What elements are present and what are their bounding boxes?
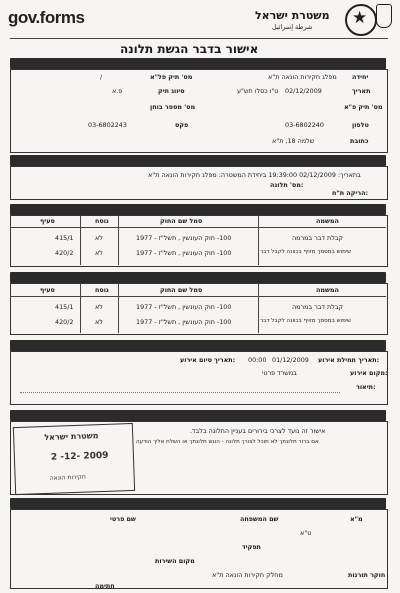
address-value: שלמה 18, ת"א xyxy=(272,137,315,145)
signer-rank-value: ט"א xyxy=(300,529,312,537)
signature-label: חתימה xyxy=(95,582,115,590)
stamp-line-1: משטרת ישראל xyxy=(44,431,99,443)
table-row: לא xyxy=(95,234,103,242)
org-name: משטרת ישראל xyxy=(255,9,330,22)
table-row: 415/1 xyxy=(55,303,74,311)
signer-section xyxy=(10,509,388,589)
event-end-label: תאריך סיום אירוע: xyxy=(180,356,236,364)
notice-line-1: אישור זה נועד לצרכי בירורים בעניין התלונה בלבד. xyxy=(190,427,326,435)
hebrew-date-value: ט"ו כסלו תש"ע xyxy=(237,87,279,95)
state-emblem-icon xyxy=(376,4,392,28)
event-start-time: 00:00 xyxy=(248,356,267,364)
table-row: קבלת דבר במרמה xyxy=(292,303,344,311)
table1-header-law: סמל שם החוק xyxy=(160,217,203,225)
stamp-line-2: 2 -12- 2009 xyxy=(50,450,109,463)
event-section-bar xyxy=(10,340,386,351)
table-row: 415/1 xyxy=(55,234,74,242)
receipt-text: בתאריך: 02/12/2009 19:39:00 ביחידת המשטרה: מפלג חקירות הונאה ת"א xyxy=(148,171,361,179)
receipt-extra-label: הריקה ת"ח: xyxy=(332,189,369,197)
signer-role-value: חוקר תורנות xyxy=(348,571,386,579)
signer-role-label: תפקיד xyxy=(242,543,261,551)
org-name-arabic: شرطة إسرائيل xyxy=(272,23,313,31)
event-place-value: במשרד פרטי xyxy=(262,369,297,377)
signer-section-bar xyxy=(10,498,386,509)
event-desc-label: תיאור: xyxy=(356,383,376,391)
table2-header-section: סעיף xyxy=(40,286,55,294)
table-row: 100- חוק העונשין , תשל"ז - 1977 xyxy=(136,318,232,326)
table-row: קבלת דבר במרמה xyxy=(292,234,344,242)
pa-num-label: מס' תיק פ"א xyxy=(344,103,383,111)
signer-first-label: שם פרטי xyxy=(110,515,136,523)
date-label: תאריך xyxy=(352,87,371,95)
police-stamp xyxy=(13,423,135,495)
phone-label: טלפון xyxy=(352,121,369,129)
table-row: לא xyxy=(95,249,103,257)
table-row: שימוש במסמך מזויף בכוונה לקבל דבר xyxy=(260,249,352,255)
table-row: 100- חוק העונשין , תשל"ז - 1977 xyxy=(136,249,232,257)
unit-label: יחידה xyxy=(352,73,369,81)
table-row: לא xyxy=(95,303,103,311)
case-type-label: סיווג תיק xyxy=(158,87,185,95)
phone-value: 03-6802240 xyxy=(285,121,324,129)
notice-section-bar xyxy=(10,410,386,421)
notice-line-2: אם ברור תלונתך לא תוכל לצורך תלונה - הוגש תלונתך או השלח אליך הודעה xyxy=(136,439,319,445)
fax-label: פקס xyxy=(175,121,189,129)
table-row: שימוש במסמך מזויף בכוונה לקבל דבר xyxy=(260,318,352,324)
table2-header-bar xyxy=(10,272,386,283)
signer-unit-label: מקום השירות xyxy=(155,557,195,565)
event-start-date: 01/12/2009 xyxy=(272,356,309,364)
table-row: 420/2 xyxy=(55,318,74,326)
police-seal-icon xyxy=(345,4,377,36)
table-row: 100- חוק העונשין , תשל"ז - 1977 xyxy=(136,234,232,242)
table-row: 100- חוק העונשין , תשל"ז - 1977 xyxy=(136,303,232,311)
computer-num-label: מס' מספר בוחן xyxy=(150,103,196,111)
stamp-line-3: חקירות הונאה xyxy=(49,473,87,482)
unit-section-bar xyxy=(10,58,386,69)
table1-header-bar xyxy=(10,204,386,215)
unit-value: מפלג חקירות הונאה ת"א xyxy=(268,73,337,81)
document-title: אישור בדבר הגשת תלונה xyxy=(120,42,259,56)
complaint-num-label: מס' תלונה: xyxy=(270,181,304,189)
table-row: לא xyxy=(95,318,103,326)
case-type-value: פ.א xyxy=(112,87,123,95)
signer-rank-label: מ"א xyxy=(350,515,363,523)
govforms-logo: gov.forms xyxy=(8,8,85,27)
table2-header-version: נוסח xyxy=(95,286,109,294)
event-start-label: תאריך תחילת אירוע: xyxy=(318,356,380,364)
table2-header-law: סמל שם החוק xyxy=(160,286,203,294)
date-value: 02/12/2009 xyxy=(285,87,322,95)
signer-family-label: שם המשפחה xyxy=(240,515,279,523)
receipt-section-bar xyxy=(10,155,386,166)
table1-header-section: סעיף xyxy=(40,217,55,225)
table1-header-version: נוסח xyxy=(95,217,109,225)
fax-value: 03-6802243 xyxy=(88,121,127,129)
table2-header-offense: המשמה xyxy=(316,286,339,294)
address-label: כתובת xyxy=(350,137,369,145)
signer-unit-value: מחלק חקירות הונאה ת"א xyxy=(212,571,283,579)
case-num-value: / xyxy=(100,73,103,81)
table-row: 420/2 xyxy=(55,249,74,257)
case-num-label: מס' תיק פל"א xyxy=(150,73,193,81)
table1-header-offense: המשמה xyxy=(316,217,339,225)
unit-section xyxy=(10,69,388,153)
event-place-label: מקום אירוע: xyxy=(350,369,388,377)
